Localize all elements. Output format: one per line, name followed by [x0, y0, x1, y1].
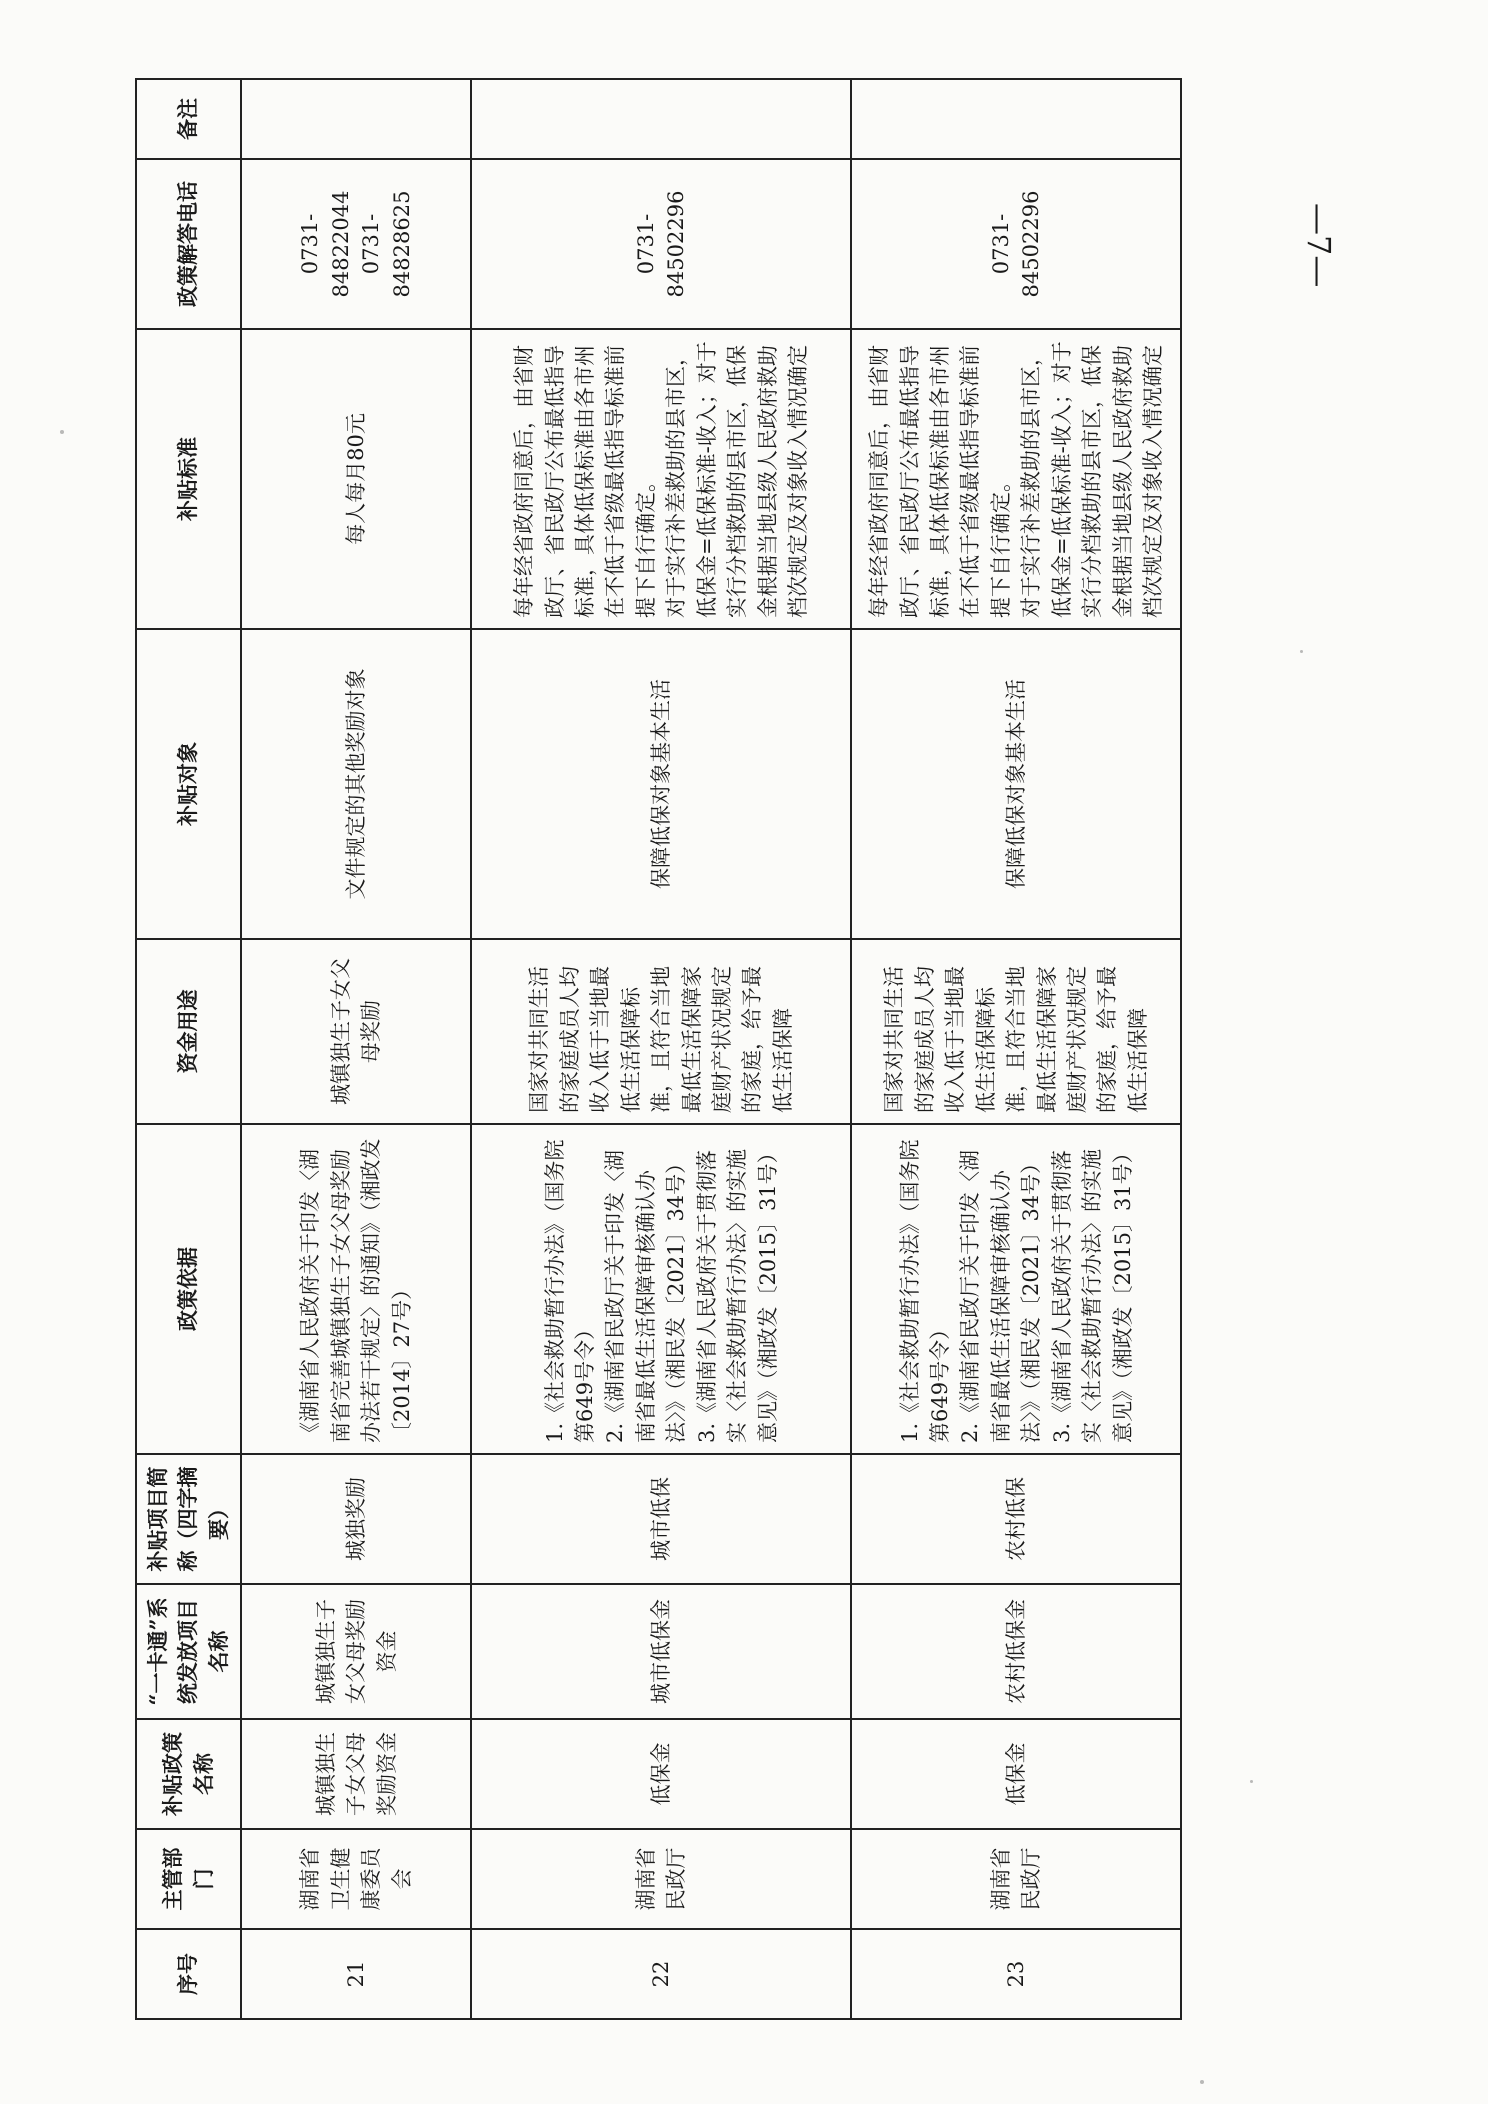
cell-target: 保障低保对象基本生活	[471, 629, 851, 939]
cell-note	[851, 79, 1181, 159]
cell-note	[471, 79, 851, 159]
table-header-row	[136, 79, 241, 2019]
cell-policy-name: 低保金	[471, 1719, 851, 1829]
cell-card-project: 农村低保金	[851, 1584, 1181, 1719]
header-policy-name: 补贴政策名称	[136, 1719, 241, 1829]
cell-phone: 0731-84502296	[851, 159, 1181, 329]
cell-usage: 城镇独生子女父母奖励	[241, 939, 471, 1124]
table-row	[851, 79, 1181, 2019]
cell-note	[241, 79, 471, 159]
cell-usage: 国家对共同生活的家庭成员人均收入低于当地最低生活保障标准，且符合当地最低生活保障家庭财产状况规定的家庭，给予最低生活保障	[471, 939, 851, 1124]
header-dept: 主管部门	[136, 1829, 241, 1929]
cell-short-name: 城独奖励	[241, 1454, 471, 1584]
cell-card-project: 城市低保金	[471, 1584, 851, 1719]
header-basis: 政策依据	[136, 1124, 241, 1454]
scan-speck	[60, 430, 64, 434]
header-standard: 补贴标准	[136, 329, 241, 629]
cell-short-name: 农村低保	[851, 1454, 1181, 1584]
header-usage: 资金用途	[136, 939, 241, 1124]
cell-phone: 0731-84502296	[471, 159, 851, 329]
table-container	[135, 80, 1166, 2020]
header-card-project: “一卡通”系统发放项目名称	[136, 1584, 241, 1719]
cell-no: 21	[241, 1929, 471, 2019]
cell-target: 文件规定的其他奖励对象	[241, 629, 471, 939]
page-number: —7—	[1300, 202, 1338, 288]
header-no: 序号	[136, 1929, 241, 2019]
header-target: 补贴对象	[136, 629, 241, 939]
cell-dept: 湖南省民政厅	[851, 1829, 1181, 1929]
scan-speck	[1200, 2080, 1204, 2084]
header-short-name: 补贴项目简称（四字摘要）	[136, 1454, 241, 1584]
cell-target: 保障低保对象基本生活	[851, 629, 1181, 939]
rotated-table-frame	[135, 80, 1166, 2020]
cell-basis: 1.《社会救助暂行办法》（国务院第649号令） 2.《湖南省民政厅关于印发〈湖南省最低生活保障审核确认办法〉》（湘民发〔2021〕34号） 3.《湖南省人民政府关于贯彻落实〈社会救助暂行办法〉的实施意见》（湘政发〔2015〕31号）	[851, 1124, 1181, 1454]
cell-basis: 1.《社会救助暂行办法》（国务院第649号令） 2.《湖南省民政厅关于印发〈湖南省最低生活保障审核确认办法〉》（湘民发〔2021〕34号） 3.《湖南省人民政府关于贯彻落实〈社会救助暂行办法〉的实施意见》（湘政发〔2015〕31号）	[471, 1124, 851, 1454]
cell-standard: 每年经省政府同意后，由省财政厅、省民政厅公布最低指导标准，具体低保标准由各市州在不低于省级最低指导标准前提下自行确定。 对于实行补差救助的县市区，低保金=低保标准-收入；对于实行分档救助的县市区，低保金根据当地县级人民政府救助档次规定及对象收入情况确定	[851, 329, 1181, 629]
cell-phone: 0731-84822044 0731-84828625	[241, 159, 471, 329]
cell-no: 23	[851, 1929, 1181, 2019]
cell-usage: 国家对共同生活的家庭成员人均收入低于当地最低生活保障标准，且符合当地最低生活保障家庭财产状况规定的家庭，给予最低生活保障	[851, 939, 1181, 1124]
cell-dept: 湖南省卫生健康委员会	[241, 1829, 471, 1929]
table-row	[241, 79, 471, 2019]
scan-speck	[1250, 1780, 1253, 1783]
cell-standard: 每年经省政府同意后，由省财政厅、省民政厅公布最低指导标准，具体低保标准由各市州在不低于省级最低指导标准前提下自行确定。 对于实行补差救助的县市区，低保金=低保标准-收入；对于实行分档救助的县市区，低保金根据当地县级人民政府救助档次规定及对象收入情况确定	[471, 329, 851, 629]
cell-short-name: 城市低保	[471, 1454, 851, 1584]
header-note: 备注	[136, 79, 241, 159]
cell-policy-name: 低保金	[851, 1719, 1181, 1829]
cell-standard: 每人每月80元	[241, 329, 471, 629]
cell-basis: 《湖南省人民政府关于印发〈湖南省完善城镇独生子女父母奖励办法若干规定〉的通知》（湘政发〔2014〕27号）	[241, 1124, 471, 1454]
cell-no: 22	[471, 1929, 851, 2019]
scan-speck	[1300, 650, 1303, 653]
cell-policy-name: 城镇独生子女父母奖励资金	[241, 1719, 471, 1829]
cell-dept: 湖南省民政厅	[471, 1829, 851, 1929]
header-phone: 政策解答电话	[136, 159, 241, 329]
policy-table	[135, 78, 1182, 2020]
table-row	[471, 79, 851, 2019]
cell-card-project: 城镇独生子女父母奖励资金	[241, 1584, 471, 1719]
